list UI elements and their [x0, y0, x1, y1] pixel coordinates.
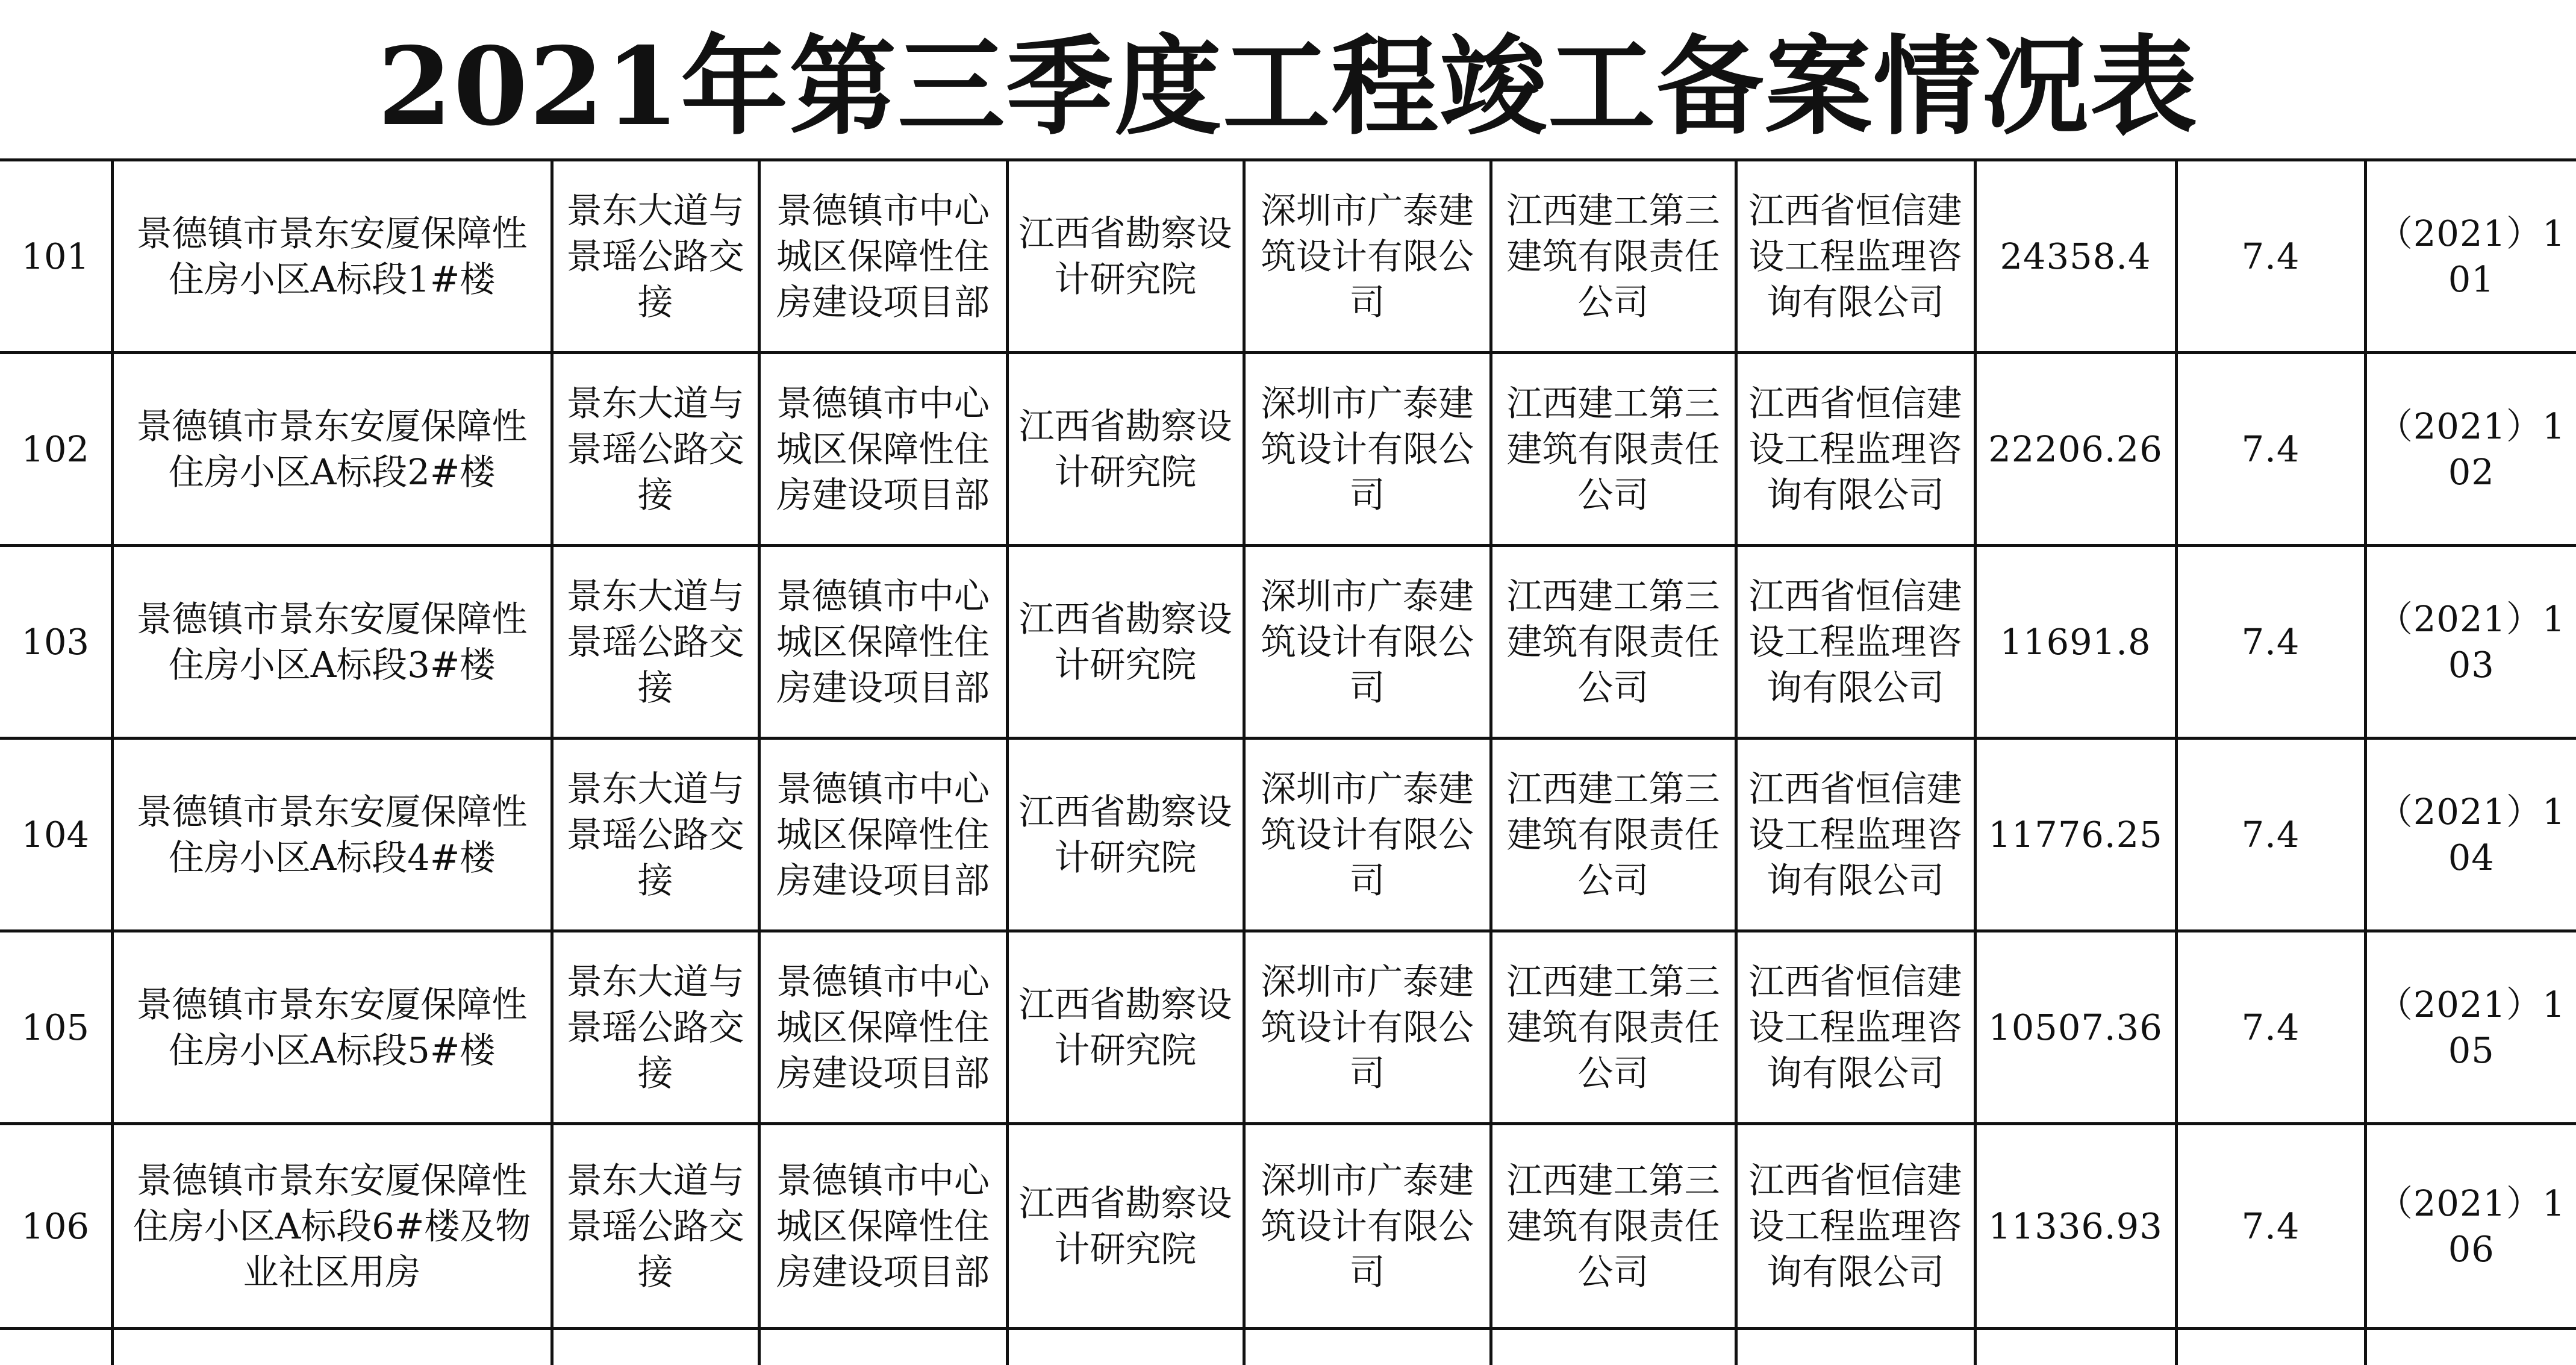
project-name-cell: 景德镇市景东安厦保障性住房小区A标段1#楼 [112, 160, 552, 353]
location-cell: 景东大道与景瑶公路交接 [552, 739, 759, 931]
supervision-unit-cell: 江西省恒信建设工程监理咨询有限公司 [1736, 739, 1975, 931]
location-cell: 景东大道与景瑶公路交接 [552, 160, 759, 353]
page-title: 2021年第三季度工程竣工备案情况表 [377, 23, 2199, 149]
row-index: 106 [0, 1124, 112, 1329]
supervision-unit-cell: 江西省恒信建设工程监理咨询有限公司 [1736, 546, 1975, 739]
location-cell: 景东大道与景瑶公路交接 [552, 931, 759, 1124]
table-row [0, 546, 2576, 739]
empty-cell [0, 1329, 112, 1365]
row-index: 101 [0, 160, 112, 353]
date-cell: 7.4 [2176, 739, 2365, 931]
empty-cell [759, 1329, 1007, 1365]
empty-cell [1491, 1329, 1736, 1365]
design-unit-cell: 深圳市广泰建筑设计有限公司 [1244, 739, 1491, 931]
date-cell: 7.4 [2176, 931, 2365, 1124]
record-number-cell: （2021）103 [2365, 546, 2576, 739]
area-cell: 22206.26 [1975, 353, 2176, 546]
area-cell: 24358.4 [1975, 160, 2176, 353]
builder-cell: 景德镇市中心城区保障性住房建设项目部 [759, 160, 1007, 353]
row-index: 102 [0, 353, 112, 546]
empty-cell [1007, 1329, 1244, 1365]
project-name-cell: 景德镇市景东安厦保障性住房小区A标段4#楼 [112, 739, 552, 931]
row-index: 103 [0, 546, 112, 739]
empty-cell [2365, 1329, 2576, 1365]
construction-unit-cell: 江西建工第三建筑有限责任公司 [1491, 931, 1736, 1124]
construction-unit-cell: 江西建工第三建筑有限责任公司 [1491, 546, 1736, 739]
construction-unit-cell: 江西建工第三建筑有限责任公司 [1491, 353, 1736, 546]
design-unit-cell: 深圳市广泰建筑设计有限公司 [1244, 931, 1491, 1124]
survey-unit-cell: 江西省勘察设计研究院 [1007, 739, 1244, 931]
location-cell: 景东大道与景瑶公路交接 [552, 353, 759, 546]
construction-unit-cell: 江西建工第三建筑有限责任公司 [1491, 739, 1736, 931]
table-row [0, 160, 2576, 353]
table-row [0, 739, 2576, 931]
survey-unit-cell: 江西省勘察设计研究院 [1007, 931, 1244, 1124]
builder-cell: 景德镇市中心城区保障性住房建设项目部 [759, 931, 1007, 1124]
survey-unit-cell: 江西省勘察设计研究院 [1007, 353, 1244, 546]
project-name-cell: 景德镇市景东安厦保障性住房小区A标段3#楼 [112, 546, 552, 739]
table-row [0, 353, 2576, 546]
date-cell: 7.4 [2176, 160, 2365, 353]
supervision-unit-cell: 江西省恒信建设工程监理咨询有限公司 [1736, 160, 1975, 353]
survey-unit-cell: 江西省勘察设计研究院 [1007, 160, 1244, 353]
empty-cell [552, 1329, 759, 1365]
builder-cell: 景德镇市中心城区保障性住房建设项目部 [759, 353, 1007, 546]
empty-cell [2176, 1329, 2365, 1365]
builder-cell: 景德镇市中心城区保障性住房建设项目部 [759, 546, 1007, 739]
date-cell: 7.4 [2176, 353, 2365, 546]
survey-unit-cell: 江西省勘察设计研究院 [1007, 546, 1244, 739]
project-name-cell: 景德镇市景东安厦保障性住房小区A标段6#楼及物业社区用房 [112, 1124, 552, 1329]
empty-cell [1736, 1329, 1975, 1365]
record-number-cell: （2021）106 [2365, 1124, 2576, 1329]
record-number-cell: （2021）104 [2365, 739, 2576, 931]
design-unit-cell: 深圳市广泰建筑设计有限公司 [1244, 1124, 1491, 1329]
area-cell: 11776.25 [1975, 739, 2176, 931]
date-cell: 7.4 [2176, 1124, 2365, 1329]
record-number-cell: （2021）105 [2365, 931, 2576, 1124]
construction-unit-cell: 江西建工第三建筑有限责任公司 [1491, 1124, 1736, 1329]
builder-cell: 景德镇市中心城区保障性住房建设项目部 [759, 739, 1007, 931]
survey-unit-cell: 江西省勘察设计研究院 [1007, 1124, 1244, 1329]
completion-record-table [0, 158, 2576, 1365]
table-body [0, 160, 2576, 1365]
design-unit-cell: 深圳市广泰建筑设计有限公司 [1244, 353, 1491, 546]
date-cell: 7.4 [2176, 546, 2365, 739]
table-row [0, 1124, 2576, 1329]
builder-cell: 景德镇市中心城区保障性住房建设项目部 [759, 1124, 1007, 1329]
record-number-cell: （2021）101 [2365, 160, 2576, 353]
area-cell: 11691.8 [1975, 546, 2176, 739]
record-number-cell: （2021）102 [2365, 353, 2576, 546]
construction-unit-cell: 江西建工第三建筑有限责任公司 [1491, 160, 1736, 353]
location-cell: 景东大道与景瑶公路交接 [552, 546, 759, 739]
row-index: 104 [0, 739, 112, 931]
empty-cell [1244, 1329, 1491, 1365]
design-unit-cell: 深圳市广泰建筑设计有限公司 [1244, 160, 1491, 353]
area-cell: 11336.93 [1975, 1124, 2176, 1329]
design-unit-cell: 深圳市广泰建筑设计有限公司 [1244, 546, 1491, 739]
supervision-unit-cell: 江西省恒信建设工程监理咨询有限公司 [1736, 353, 1975, 546]
location-cell: 景东大道与景瑶公路交接 [552, 1124, 759, 1329]
project-name-cell: 景德镇市景东安厦保障性住房小区A标段2#楼 [112, 353, 552, 546]
project-name-cell: 景德镇市景东安厦保障性住房小区A标段5#楼 [112, 931, 552, 1124]
table-row [0, 931, 2576, 1124]
empty-cell [1975, 1329, 2176, 1365]
area-cell: 10507.36 [1975, 931, 2176, 1124]
empty-cell [112, 1329, 552, 1365]
supervision-unit-cell: 江西省恒信建设工程监理咨询有限公司 [1736, 931, 1975, 1124]
row-index: 105 [0, 931, 112, 1124]
table-row-partial [0, 1329, 2576, 1365]
supervision-unit-cell: 江西省恒信建设工程监理咨询有限公司 [1736, 1124, 1975, 1329]
